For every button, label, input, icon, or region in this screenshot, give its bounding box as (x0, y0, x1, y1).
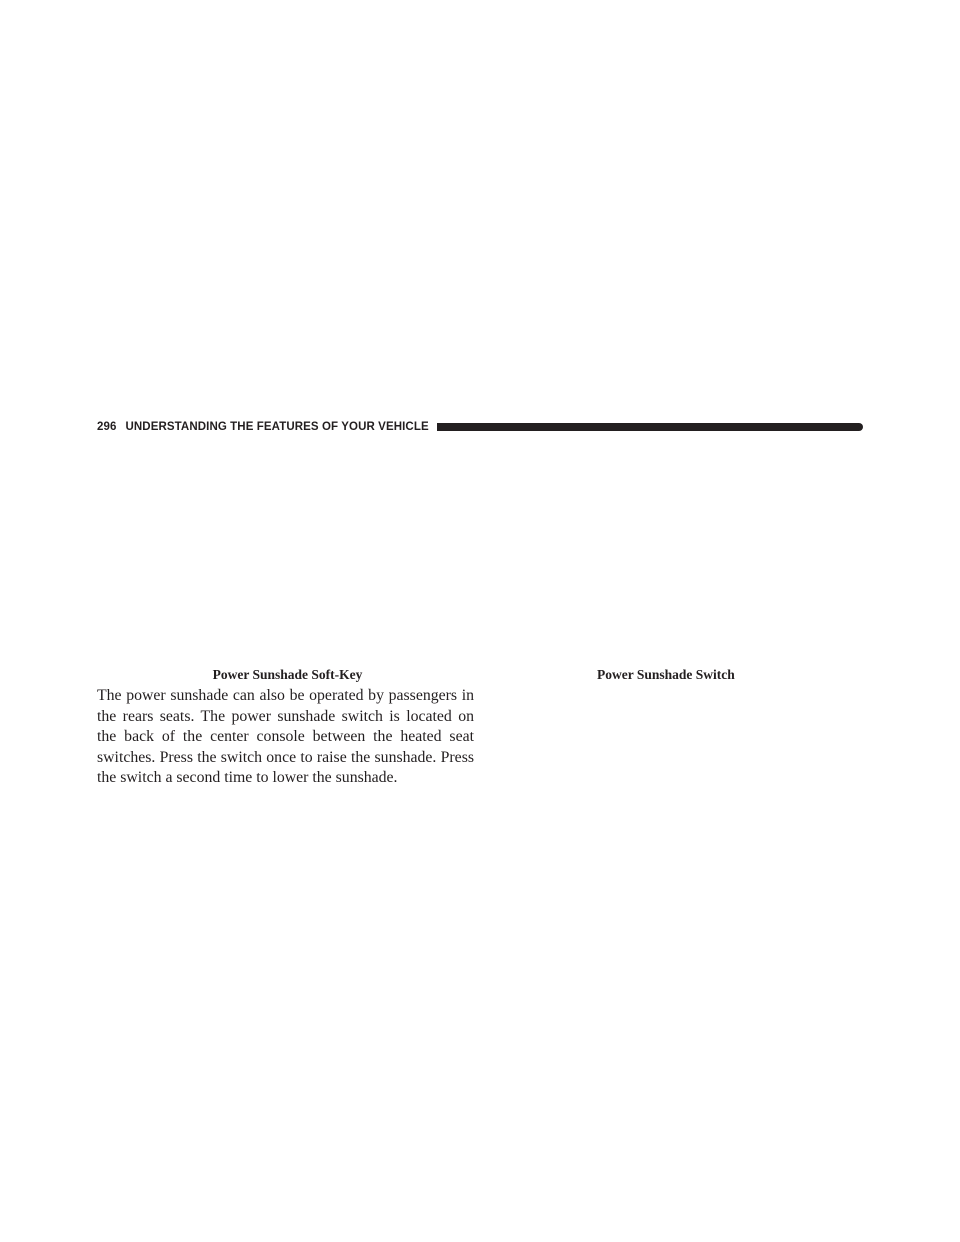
header-rule (437, 423, 863, 431)
page-header (97, 419, 863, 435)
page-number: 296 (97, 421, 117, 433)
body-paragraph: The power sunshade can also be operated by passengers in the rears seats. The power sunshade switch is located on the back of the center console between the heated seat switches. Press the switch once to raise the sunshade. Press the switch a second time to lower the sunshade. (97, 687, 474, 786)
figure-caption-switch: Power Sunshade Switch (597, 667, 735, 682)
figure-caption-soft-key: Power Sunshade Soft-Key (212, 667, 363, 682)
section-title: UNDERSTANDING THE FEATURES OF YOUR VEHICLE (125, 421, 429, 433)
